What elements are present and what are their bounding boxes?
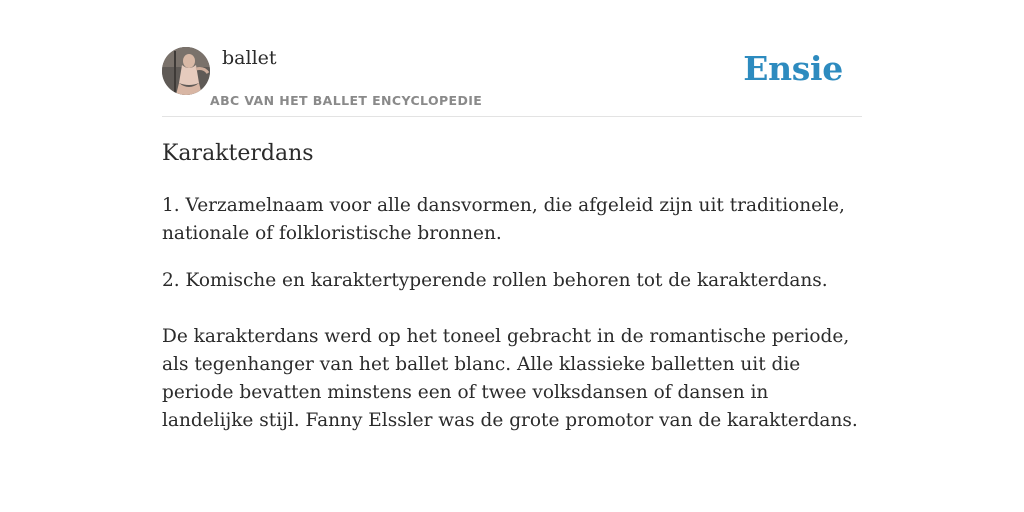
author-avatar[interactable] — [162, 47, 210, 95]
dancer-photo-icon — [162, 47, 210, 95]
definition-paragraph-3: De karakterdans werd op het toneel gebracht in de romantische periode, als tegenhanger van het ballet blanc. Alle klassieke balletten uit die periode bevatten minstens een of twee volksdansen of dansen in landelijke stijl. Fanny Elssler was de grote promotor van de karakterdans. — [162, 326, 858, 431]
category-link[interactable]: ballet — [222, 47, 277, 69]
source-label[interactable]: ABC VAN HET BALLET ENCYCLOPEDIE — [210, 93, 483, 108]
entry-title: Karakterdans — [162, 141, 314, 166]
definition-paragraph-1: 1. Verzamelnaam voor alle dansvormen, die afgeleid zijn uit traditionele, nationale of folkloristische bronnen. — [162, 195, 845, 244]
entry-header — [162, 46, 862, 117]
definition-paragraph-2: 2. Komische en karaktertyperende rollen behoren tot de karakterdans. — [162, 270, 828, 291]
entry-content — [162, 138, 862, 435]
brand-logo[interactable]: Ensie — [743, 49, 843, 88]
